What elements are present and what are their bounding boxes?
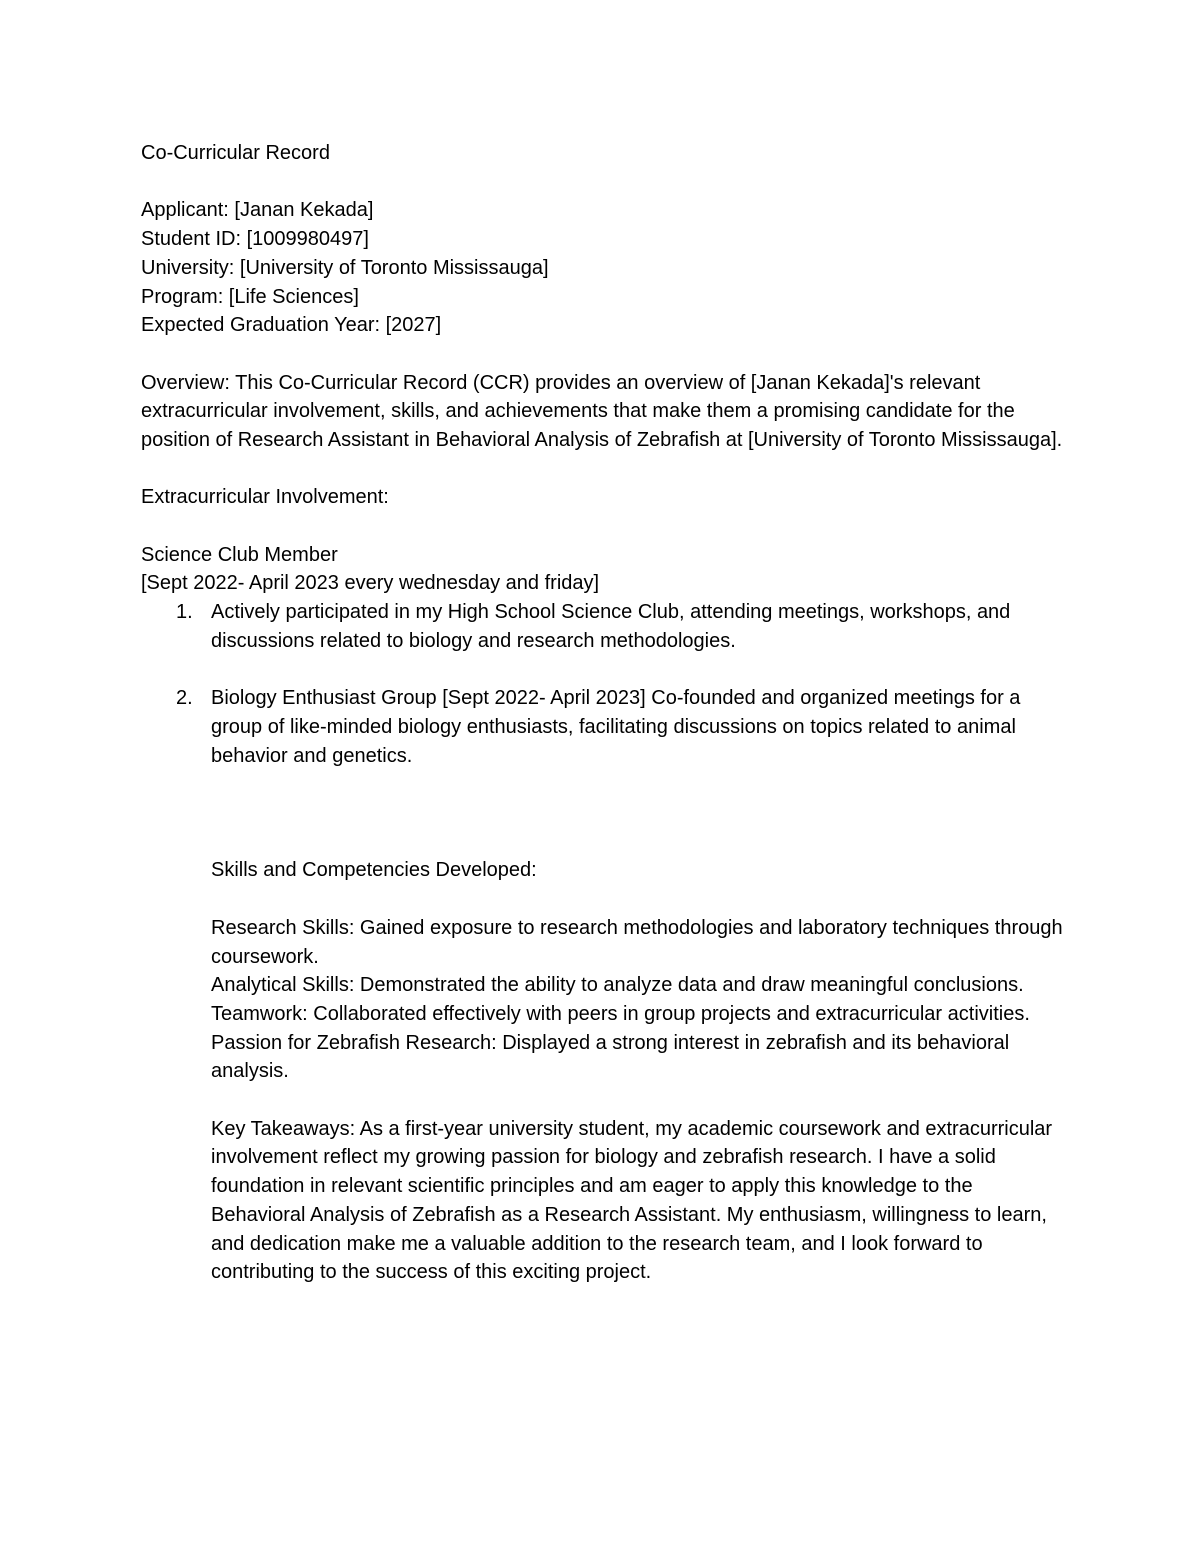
list-item-text: Biology Enthusiast Group [Sept 2022- April 2023] Co-founded and organized meetings for a group of like-minded biology enthusiasts, facilitating discussions on topics related to animal behavior and genetics.	[211, 687, 1021, 767]
extracurricular-heading: Extracurricular Involvement:	[141, 486, 389, 509]
list-item-text: Actively participated in my High School Science Club, attending meetings, workshops, and discussions related to biology and research methodologies.	[211, 601, 1011, 652]
student-id: Student ID: [1009980497]	[141, 228, 369, 251]
overview-paragraph: Overview: This Co-Curricular Record (CCR) provides an overview of [Janan Kekada]'s relevant extracurricular involvement, skills, and achievements that make them a promising candidate for the position of Research Assistant in Behavioral Analysis of Zebrafish at [University of Toronto Mississauga].	[141, 371, 1063, 451]
list-item	[141, 598, 1071, 655]
applicant-name: Applicant: [Janan Kekada]	[141, 199, 374, 222]
list-item-number: 2.	[176, 687, 193, 710]
graduation-year: Expected Graduation Year: [2027]	[141, 314, 442, 337]
role-title: Science Club Member	[141, 543, 338, 566]
list-item	[141, 684, 1071, 770]
involvement-list	[141, 598, 1071, 770]
research-skills: Research Skills: Gained exposure to research methodologies and laboratory techniques through coursework.	[211, 916, 1063, 968]
analytical-skills: Analytical Skills: Demonstrated the ability to analyze data and draw meaningful conclusions.	[211, 974, 1024, 997]
list-item-number: 1.	[176, 601, 193, 624]
role-dates: [Sept 2022- April 2023 every wednesday and friday]	[141, 572, 600, 595]
passion-skills: Passion for Zebrafish Research: Displayed a strong interest in zebrafish and its behavioral analysis.	[211, 1031, 1010, 1083]
skills-section	[141, 856, 1071, 1287]
document-title: Co-Curricular Record	[141, 142, 330, 164]
document-body	[141, 139, 1071, 1287]
program: Program: [Life Sciences]	[141, 285, 359, 308]
university: University: [University of Toronto Mississauga]	[141, 256, 549, 279]
skills-heading: Skills and Competencies Developed:	[211, 859, 537, 882]
applicant-info	[141, 196, 1071, 340]
key-takeaways: Key Takeaways: As a first-year university student, my academic coursework and extracurricular involvement reflect my growing passion for biology and zebrafish research. I have a solid foundation in relevant scientific principles and am eager to apply this knowledge to the Behavioral Analysis of Zebrafish as a Research Assistant. My enthusiasm, willingness to learn, and dedication make me a valuable addition to the research team, and I look forward to contributing to the success of this exciting project.	[211, 1117, 1053, 1284]
teamwork-skills: Teamwork: Collaborated effectively with peers in group projects and extracurricular activities.	[211, 1002, 1030, 1025]
